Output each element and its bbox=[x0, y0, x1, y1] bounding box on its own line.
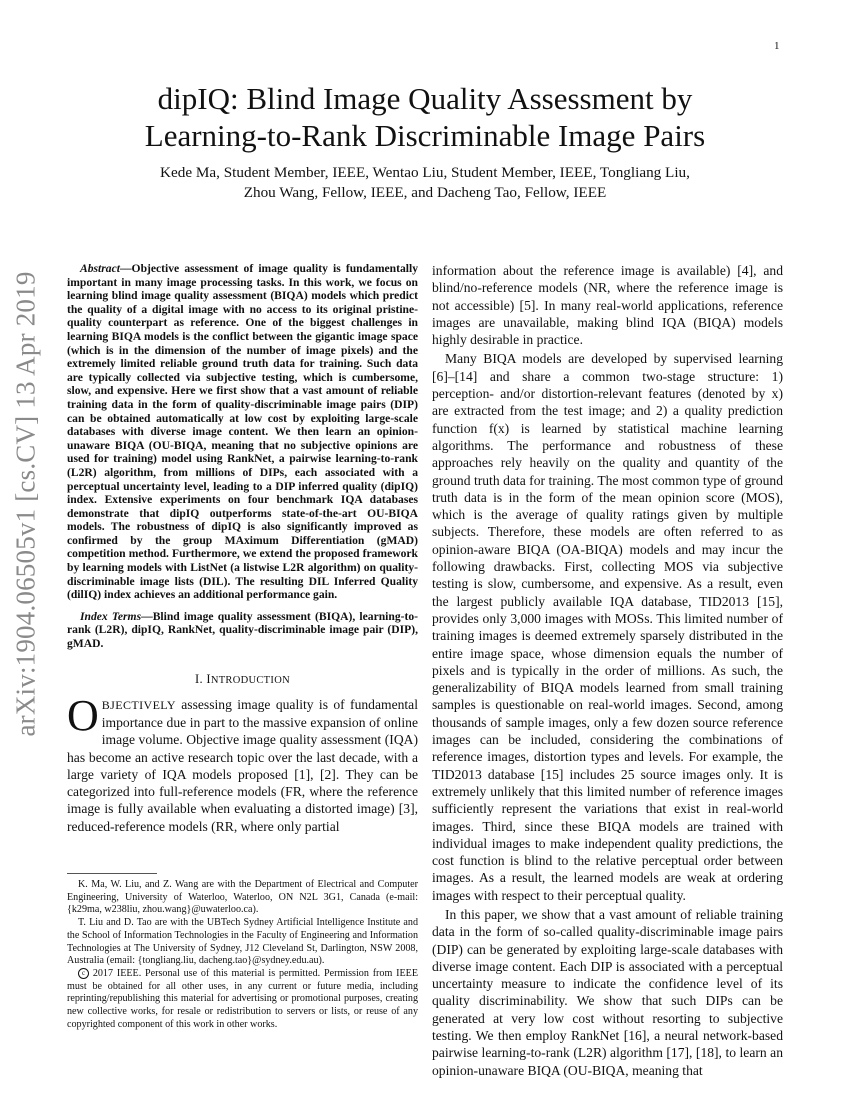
authors-line-1: Kede Ma, Student Member, IEEE, Wentao Liu, Student Member, IEEE, Tongliang Liu, bbox=[160, 164, 690, 181]
authors-line-2: Zhou Wang, Fellow, IEEE, and Dacheng Tao, Fellow, IEEE bbox=[243, 184, 607, 201]
index-terms bbox=[67, 610, 418, 651]
arxiv-stamp bbox=[6, 271, 46, 737]
drop-cap: O bbox=[67, 690, 99, 740]
intro-paragraph bbox=[67, 690, 418, 835]
paper-title bbox=[60, 80, 790, 154]
right-column bbox=[432, 262, 783, 1079]
arxiv-stamp-text: arXiv:1904.06505v1 [cs.CV] 13 Apr 2019 bbox=[10, 271, 41, 737]
intro-lead-word: BJECTIVELY bbox=[101, 697, 176, 712]
index-terms-text: —Blind image quality assessment (BIQA), learning-to-rank (L2R), dipIQ, RankNet, quality-discriminable image pair (DIP), gMAD. bbox=[67, 609, 419, 651]
section-heading-introduction bbox=[67, 672, 418, 687]
abstract-label: Abstract bbox=[80, 262, 120, 275]
author-list bbox=[60, 163, 790, 203]
right-paragraph-3: In this paper, we show that a vast amount of reliable training data in the form of so-called quality-discriminable image pairs (DIP) can be generated by exploiting large-scale databases with diverse image content. Each DIP is associated with a perceptual uncertainty measure to indicate the confidence level of its quality discriminability. We show that such DIPs can be generated at very low cost without resorting to subjective testing. We then employ RankNet [16], a neural network-based pairwise learning-to-rank (L2R) algorithm [17], [18], to learn an opinion-unaware BIQA (OU-BIQA, meaning that bbox=[432, 906, 783, 1078]
footnote-affiliation-waterloo: K. Ma, W. Liu, and Z. Wang are with the Department of Electrical and Computer Engineering, University of Waterloo, Waterloo, ON N2L 3G1, Canada (e-mail: {k29ma, w238liu, zhou.wang}@uwaterloo.ca). bbox=[67, 879, 418, 916]
page-number: 1 bbox=[774, 40, 780, 52]
section-numeral: I. bbox=[195, 671, 207, 686]
footnote-affiliation-sydney: T. Liu and D. Tao are with the UBTech Sydney Artificial Intelligence Institute and the School of Information Technologies in the Faculty of Engineering and Information Technologies at The University of Sydney, J12 Cleveland St, Darlington, NSW 2008, Australia (email: {tongliang.liu, dacheng.tao}@sydney.edu.au). bbox=[67, 917, 418, 967]
right-paragraph-2: Many BIQA models are developed by supervised learning [6]–[14] and share a common two-stage structure: 1) perception- and/or distortion-relevant features (denoted by x) are extracted from the test image; and 2) a quality prediction function f(x) is learned by statistical machine learning algorithms. The performance and robustness of these approaches rely heavily on the quality and quantity of the ground truth data for training. The most common type of ground truth data is in the form of the mean opinion score (MOS), which is the average of quality ratings given by multiple subjects. Therefore, these models are often referred to as opinion-aware BIQA (OA-BIQA) models and may incur the following drawbacks. First, collecting MOS via subjective testing is slow, cumbersome, and expensive. As a result, even the largest publicly available IQA database, TID2013 [15], provides only 3,000 images with MOSs. This limited number of training images is deemed extremely sparsely distributed in the entire image space, whose dimension equals the number of pixels and is typically in the order of millions. As such, the generalizability of BIQA models learned from small training samples is questionable on real-world images. Second, among thousands of sample images, only a few dozen source reference images can be included, considering the combinations of reference images, distortion types and levels. For example, the TID2013 database [15] includes 25 source images only. It is extremely unlikely that this limited number of reference images sufficiently represent the variations that exist in real-world images. Third, since these BIQA models are trained with individual images to make independent quality predictions, the cost function is blind to the relative perceptual order between images. As a result, the learned models are weak at ordering images with respect to their perceptual quality. bbox=[432, 351, 783, 903]
section-first-letter: I bbox=[206, 671, 211, 686]
footnote-copyright bbox=[67, 968, 418, 1032]
left-column bbox=[67, 262, 418, 835]
footnotes bbox=[67, 879, 418, 1031]
section-title-rest: NTRODUCTION bbox=[210, 674, 290, 686]
intro-text: assessing image quality is of fundamental importance due in part to the massive expansion of online image volume. Objective image quality assessment (IQA) has become an active research topic over the last decade, with a large variety of IQA models proposed [1], [2]. They can be categorized into full-reference models (FR, where the reference image is fully available when evaluating a distorted image) [3], reduced-reference models (RR, where only partial bbox=[67, 696, 418, 834]
abstract-text: —Objective assessment of image quality is fundamentally important in many image processing tasks. In this work, we focus on learning blind image quality assessment (BIQA) models which predict the quality of a digital image with no access to its original pristine-quality counterpart as reference. One of the biggest challenges in learning BIQA models is the conflict between the gigantic image space (which is in the dimension of the number of image pixels) and the extremely limited reliable ground truth data for training. Such data are typically collected via subjective testing, which is cumbersome, slow, and expensive. Here we first show that a vast amount of reliable training data in the form of quality-discriminable image pairs (DIP) can be obtained automatically at low cost by exploiting large-scale databases with diverse image content. We then learn an opinion-unaware BIQA (OU-BIQA, meaning that no subjective opinions are used for training) model using RankNet, a pairwise learning-to-rank (L2R) algorithm, from millions of DIPs, each associated with a perceptual uncertainty level, leading to a DIP inferred quality (dipIQ) index. Extensive experiments on four benchmark IQA databases demonstrate that dipIQ outperforms state-of-the-art OU-BIQA models. The robustness of dipIQ is also significantly improved as confirmed by the group MAximum Differentiation (gMAD) competition method. Furthermore, we extend the proposed framework by learning models with ListNet (a listwise L2R algorithm) on quality-discriminable image lists (DIL). The resulting DIL Inferred Quality (dilIQ) index achieves an additional performance gain. bbox=[67, 262, 418, 602]
right-paragraph-1: information about the reference image is available) [4], and blind/no-reference models (NR, where the reference image is not accessible) [5]. In many real-world applications, reference images are unavailable, making blind IQA (BIQA) models highly desirable in practice. bbox=[432, 263, 783, 348]
footnote-divider bbox=[67, 873, 157, 874]
title-line-2: Learning-to-Rank Discriminable Image Pairs bbox=[144, 118, 706, 153]
copyright-icon: c bbox=[78, 968, 89, 979]
abstract bbox=[67, 262, 418, 602]
index-terms-label: Index Terms bbox=[80, 609, 142, 623]
copyright-text: 2017 IEEE. Personal use of this material is permitted. Permission from IEEE must be obtained for all other uses, in any current or future media, including reprinting/republishing this material for advertising or promotional purposes, creating new collective works, for resale or redistribution to servers or lists, or reuse of any copyrighted component of this work in other works. bbox=[67, 967, 418, 1030]
title-line-1: dipIQ: Blind Image Quality Assessment by bbox=[157, 81, 693, 116]
